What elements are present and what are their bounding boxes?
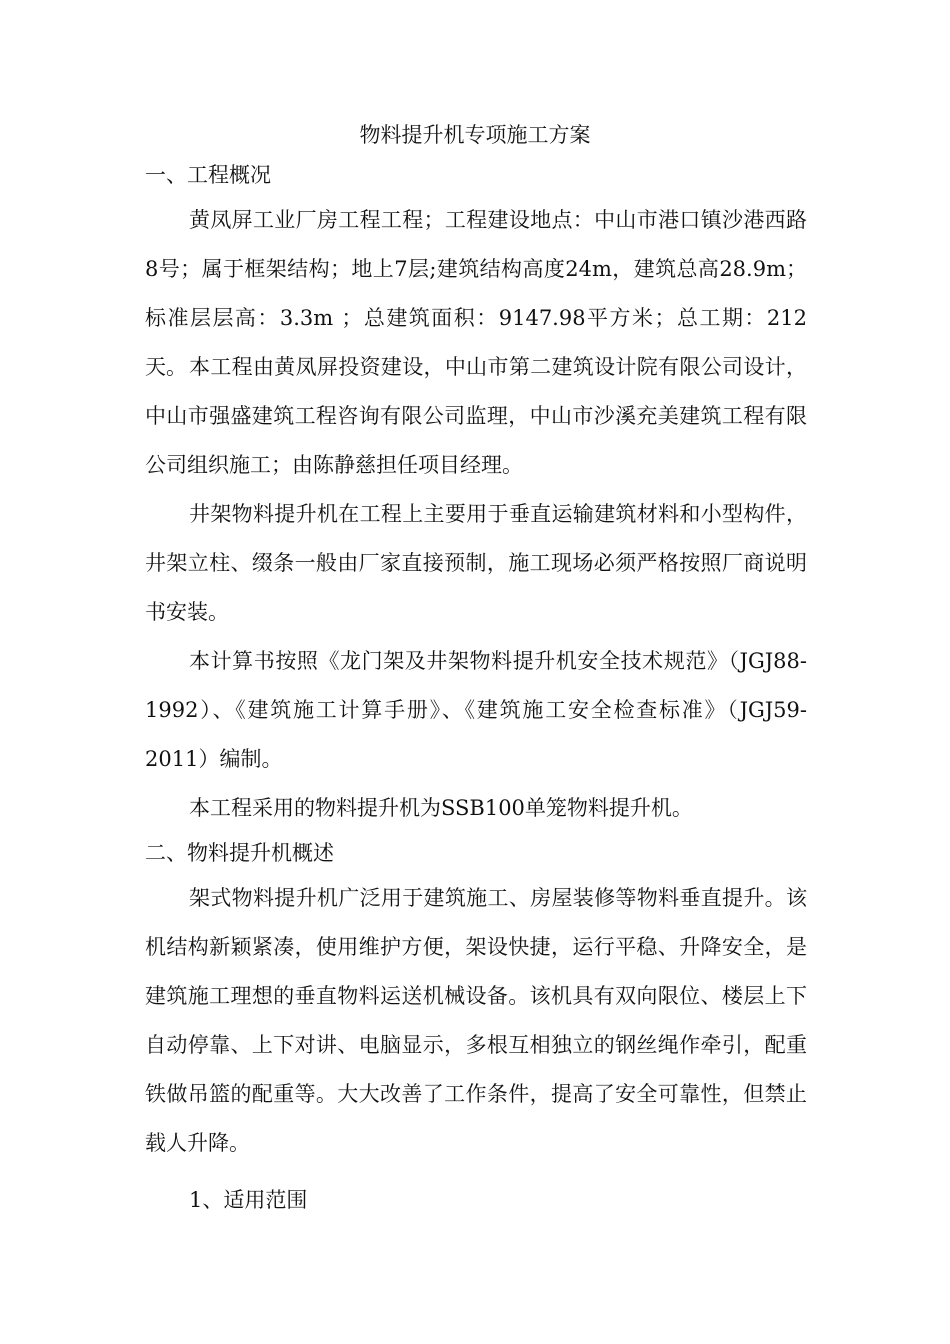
- paragraph-standards: 本计算书按照《龙门架及井架物料提升机安全技术规范》（JGJ88-1992）、《建筑施工计算手册》、《建筑施工安全检查标准》（JGJ59-2011）编制。: [145, 649, 807, 771]
- paragraph-hoist-usage: 井架物料提升机在工程上主要用于垂直运输建筑材料和小型构件，井架立柱、缀条一般由厂家直接预制，施工现场必须严格按照厂商说明书安装。: [145, 502, 807, 624]
- paragraph-project-info: 黄凤屏工业厂房工程工程；工程建设地点：中山市港口镇沙港西路8号；属于框架结构；地上7层;建筑结构高度24m，建筑总高28.9m；标准层层高：3.3m ；总建筑面积：9147.98平方米；总工期：212天。: [145, 208, 807, 379]
- paragraph-equipment: 本工程采用的物料提升机为SSB100单笼物料提升机。: [189, 796, 693, 820]
- paragraph-hoist-description: 架式物料提升机广泛用于建筑施工、房屋装修等物料垂直提升。该机结构新颖紧凑，使用维护方便，架设快捷，运行平稳、升降安全，是建筑施工理想的垂直物料运送机械设备。该机具有双向限位、楼层上下自动停靠、上下对讲、电脑显示，多根互相独立的钢丝绳作牵引，配重铁做吊篮的配重等。大大改善了工作条件，提高了安全可靠性，但禁止载人升降。: [145, 886, 807, 1155]
- subsection-heading-scope: 1、适用范围: [189, 1188, 308, 1212]
- paragraph-parties: 本工程由黄凤屏投资建设，中山市第二建筑设计院有限公司设计，中山市强盛建筑工程咨询有限公司监理，中山市沙溪充美建筑工程有限公司组织施工；由陈静慈担任项目经理。: [145, 355, 807, 477]
- document-title: 物料提升机专项施工方案: [359, 123, 591, 147]
- section-heading-overview: 一、工程概况: [145, 163, 271, 187]
- section-heading-hoist-overview: 二、物料提升机概述: [145, 841, 334, 865]
